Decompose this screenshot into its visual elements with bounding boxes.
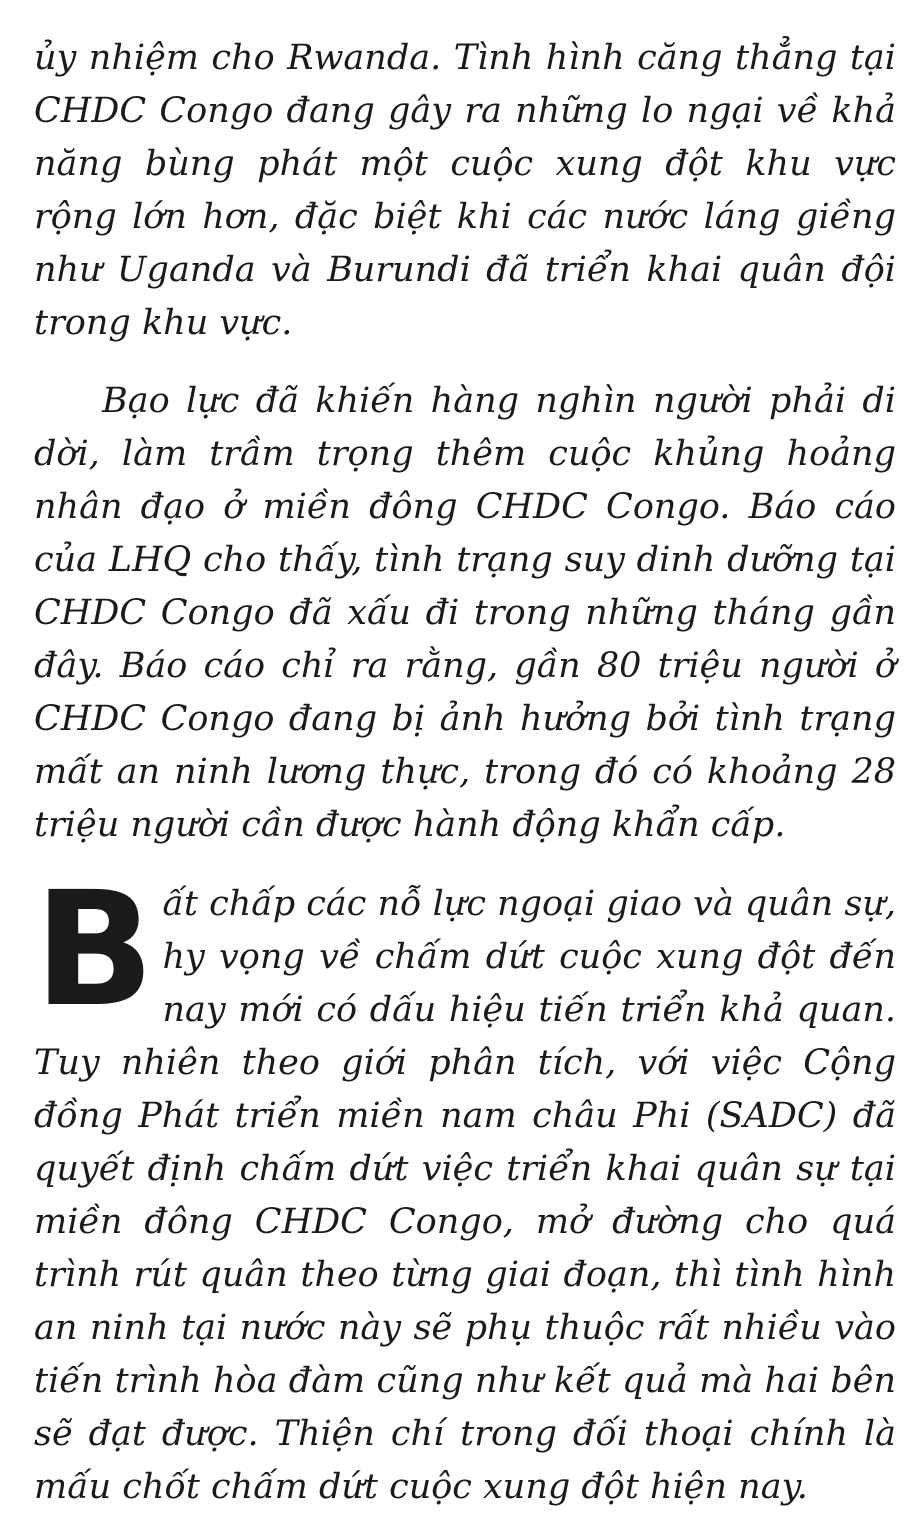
paragraph-with-dropcap: [34, 858, 896, 1514]
paragraph: ủy nhiệm cho Rwanda. Tình hình căng thẳng tại CHDC Congo đang gây ra những lo ngại về khả năng bùng phát một cuộc xung đột khu vực rộng lớn hơn, đặc biệt khi các nước láng giềng như Uganda và Burundi đã triển khai quân đội trong khu vực.: [34, 38, 896, 343]
article-body: [34, 32, 896, 1514]
paragraph-text: ất chấp các nỗ lực ngoại giao và quân sự, hy vọng về chấm dứt cuộc xung đột đến nay mới có dấu hiệu tiến triển khả quan. Tuy nhiên theo giới phân tích, với việc Cộng đồng Phát triển miền nam châu Phi (SADC) đã quyết định chấm dứt việc triển khai quân sự tại miền đông CHDC Congo, mở đường cho quá trình rút quân theo từng giai đoạn, thì tình hình an ninh tại nước này sẽ phụ thuộc rất nhiều vào tiến trình hòa đàm cũng như kết quả mà hai bên sẽ đạt được. Thiện chí trong đối thoại chính là mấu chốt chấm dứt cuộc xung đột hiện nay.: [34, 884, 896, 1507]
paragraph: Bạo lực đã khiến hàng nghìn người phải di dời, làm trầm trọng thêm cuộc khủng hoảng nhân đạo ở miền đông CHDC Congo. Báo cáo của LHQ cho thấy, tình trạng suy dinh dưỡng tại CHDC Congo đã xấu đi trong những tháng gần đây. Báo cáo chỉ ra rằng, gần 80 triệu người ở CHDC Congo đang bị ảnh hưởng bởi tình trạng mất an ninh lương thực, trong đó có khoảng 28 triệu người cần được hành động khẩn cấp.: [34, 381, 896, 845]
drop-cap: B: [34, 858, 155, 1042]
